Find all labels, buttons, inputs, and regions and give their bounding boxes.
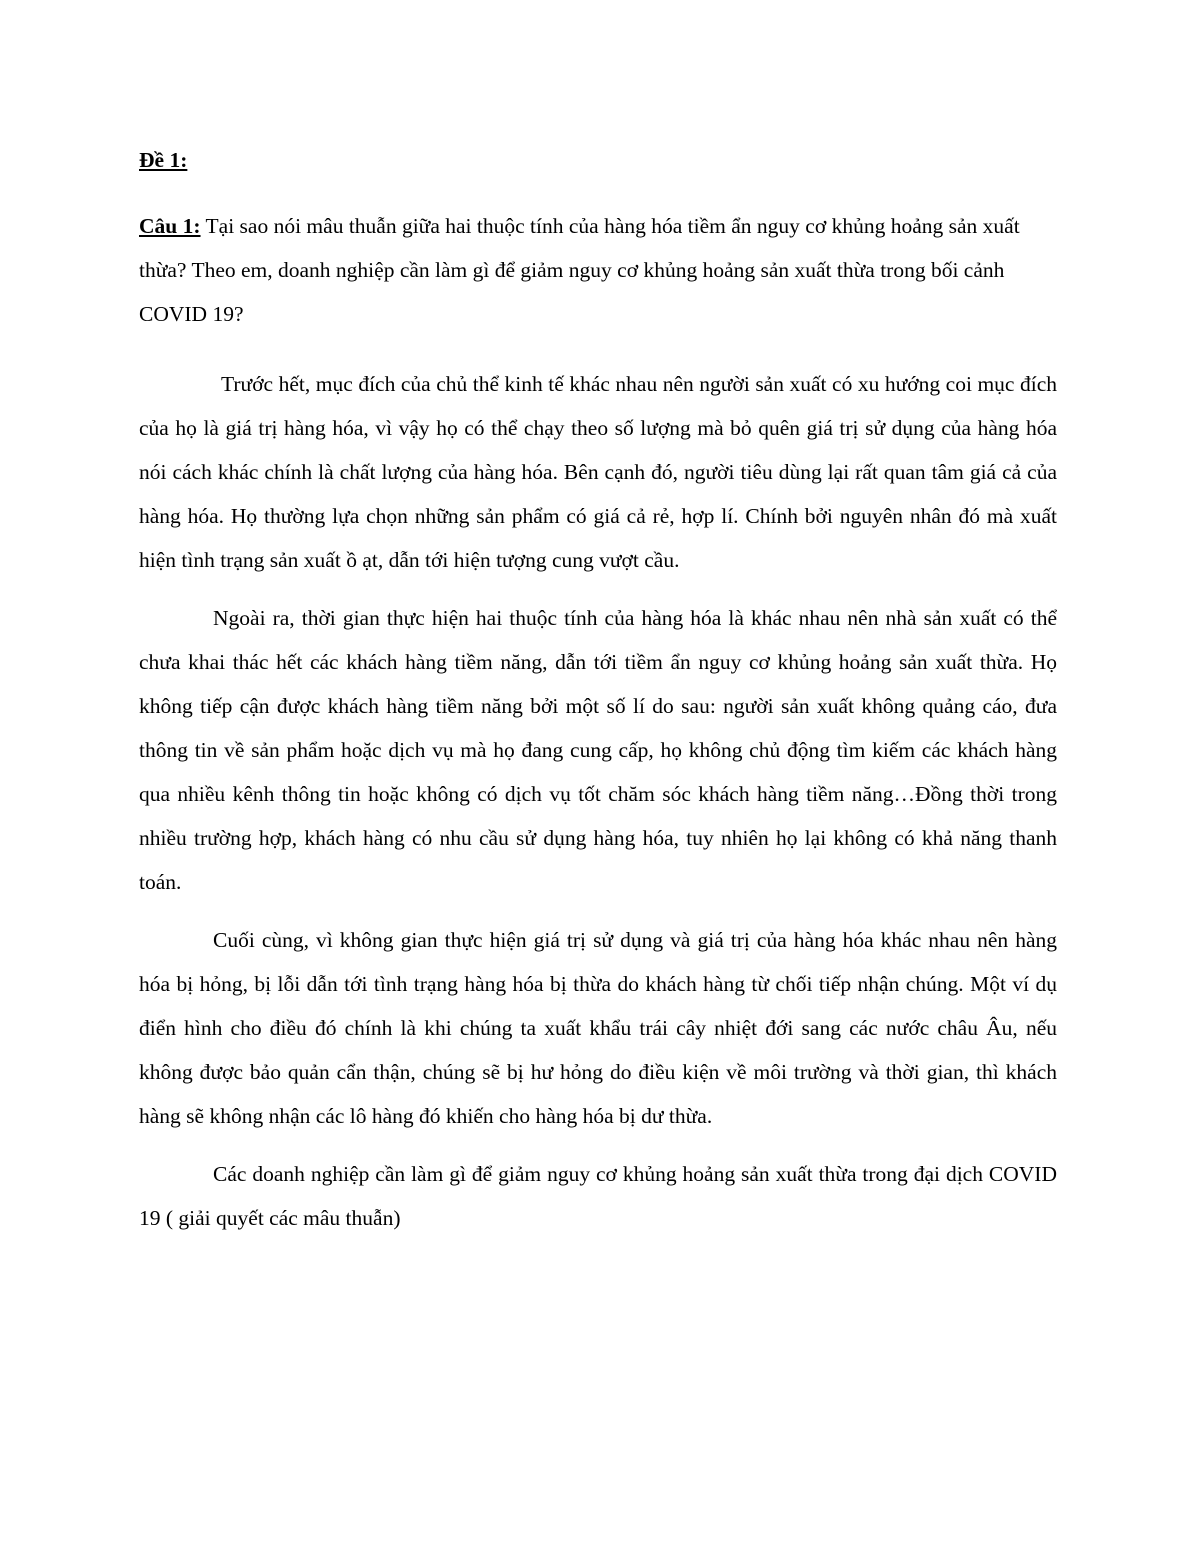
exam-heading: Đề 1: bbox=[139, 148, 188, 172]
answer-paragraph-4: Các doanh nghiệp cần làm gì để giảm nguy cơ khủng hoảng sản xuất thừa trong đại dịch COVID 19 ( giải quyết các mâu thuẫn) bbox=[139, 1162, 1057, 1230]
answer-paragraph-2: Ngoài ra, thời gian thực hiện hai thuộc tính của hàng hóa là khác nhau nên nhà sản xuất có thể chưa khai thác hết các khách hàng tiềm năng, dẫn tới tiềm ẩn nguy cơ khủng hoảng sản xuất thừa. Họ không tiếp cận được khách hàng tiềm năng bởi một số lí do sau: người sản xuất không quảng cáo, đưa thông tin về sản phẩm hoặc dịch vụ mà họ đang cung cấp, họ không chủ động tìm kiếm các khách hàng qua nhiều kênh thông tin hoặc không có dịch vụ tốt chăm sóc khách hàng tiềm năng…Đồng thời trong nhiều trường hợp, khách hàng có nhu cầu sử dụng hàng hóa, tuy nhiên họ lại không có khả năng thanh toán. bbox=[139, 606, 1057, 894]
answer-paragraph-1: Trước hết, mục đích của chủ thể kinh tế khác nhau nên người sản xuất có xu hướng coi mục đích của họ là giá trị hàng hóa, vì vậy họ có thể chạy theo số lượng mà bỏ quên giá trị sử dụng của hàng hóa nói cách khác chính là chất lượng của hàng hóa. Bên cạnh đó, người tiêu dùng lại rất quan tâm giá cả của hàng hóa. Họ thường lựa chọn những sản phẩm có giá cả rẻ, hợp lí. Chính bởi nguyên nhân đó mà xuất hiện tình trạng sản xuất ồ ạt, dẫn tới hiện tượng cung vượt cầu. bbox=[139, 372, 1057, 572]
document-body bbox=[139, 140, 1057, 1240]
question-label: Câu 1: bbox=[139, 214, 201, 238]
answer-paragraph-3: Cuối cùng, vì không gian thực hiện giá trị sử dụng và giá trị của hàng hóa khác nhau nên hàng hóa bị hỏng, bị lỗi dẫn tới tình trạng hàng hóa bị thừa do khách hàng từ chối tiếp nhận chúng. Một ví dụ điển hình cho điều đó chính là khi chúng ta xuất khẩu trái cây nhiệt đới sang các nước châu Âu, nếu không được bảo quản cẩn thận, chúng sẽ bị hư hỏng do điều kiện về môi trường và thời gian, thì khách hàng sẽ không nhận các lô hàng đó khiến cho hàng hóa bị dư thừa. bbox=[139, 928, 1057, 1128]
question-paragraph bbox=[139, 204, 1057, 336]
question-text: Tại sao nói mâu thuẫn giữa hai thuộc tính của hàng hóa tiềm ẩn nguy cơ khủng hoảng sản xuất thừa? Theo em, doanh nghiệp cần làm gì để giảm nguy cơ khủng hoảng sản xuất thừa trong bối cảnh COVID 19? bbox=[139, 214, 1020, 326]
